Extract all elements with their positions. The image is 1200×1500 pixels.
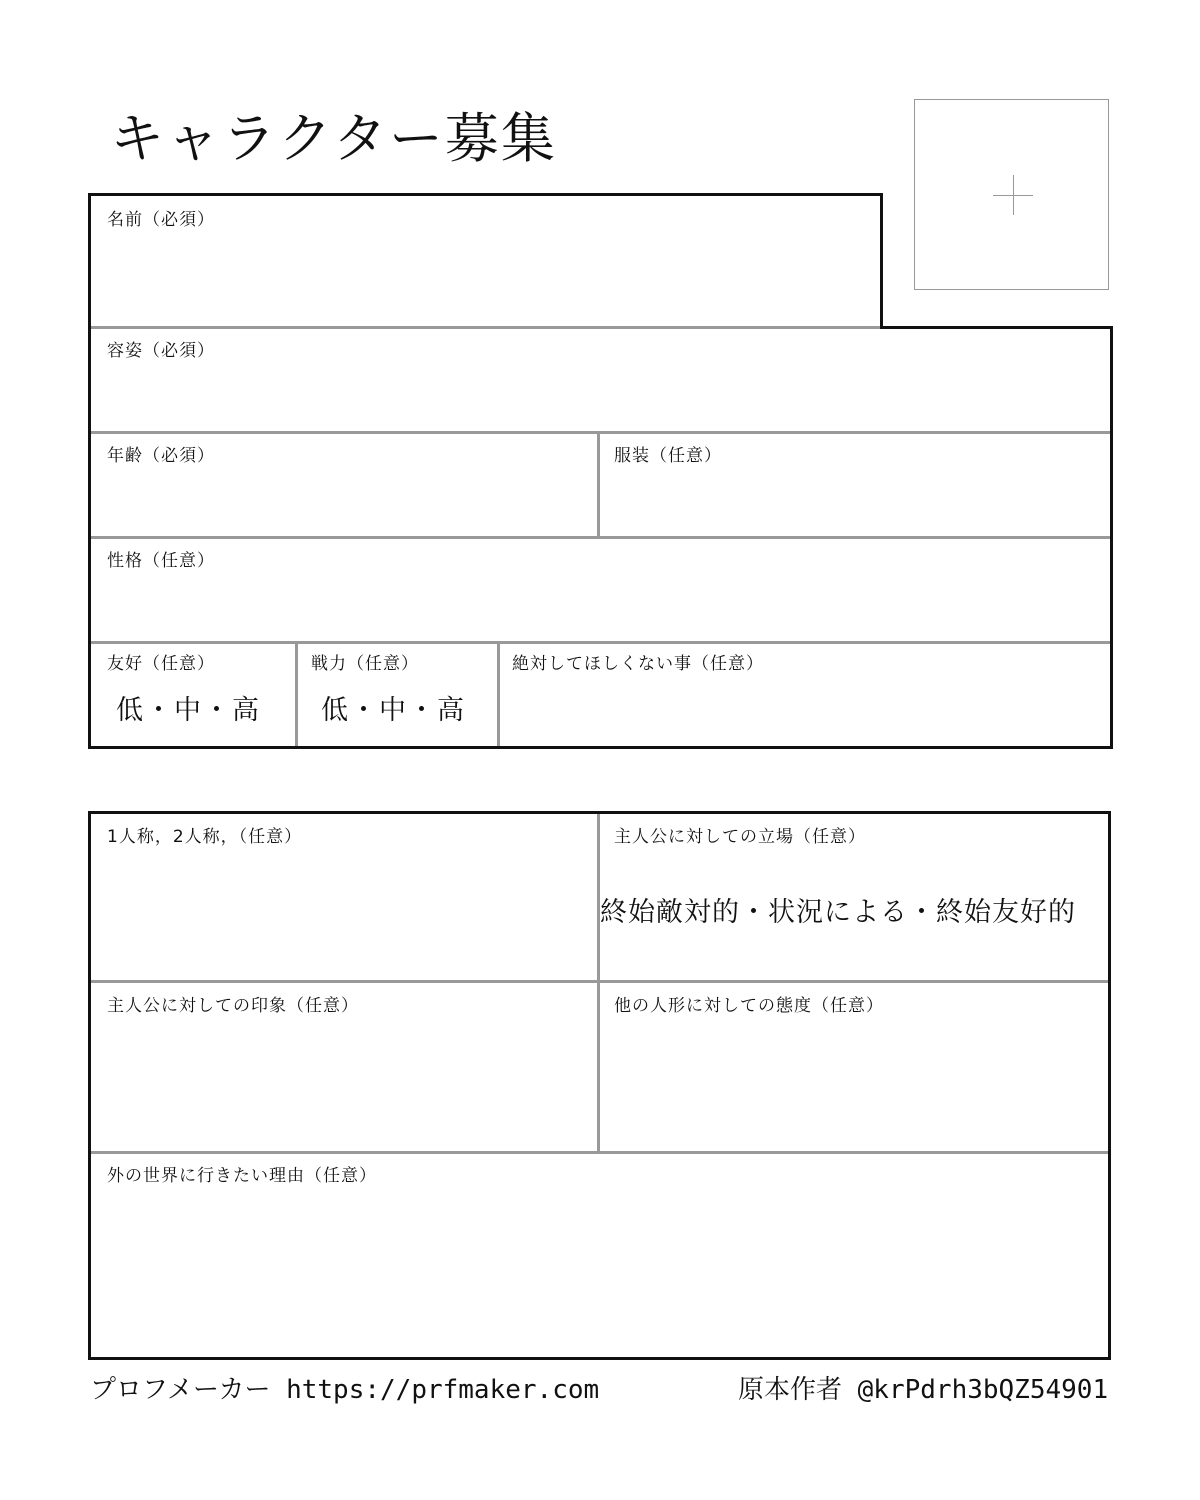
personality-field[interactable]: 性格（任意） <box>107 551 215 571</box>
photo-upload-box[interactable] <box>914 99 1109 290</box>
ng-field[interactable]: 絶対してほしくない事（任意） <box>512 654 764 674</box>
friendliness-choices[interactable]: 低・中・高 <box>116 695 261 726</box>
clothing-field[interactable]: 服装（任意） <box>614 446 722 466</box>
impression-field[interactable]: 主人公に対しての印象（任意） <box>107 996 359 1016</box>
stance-choices[interactable]: 終始敵対的・状況による・終始友好的 <box>600 897 1076 928</box>
name-field[interactable]: 名前（必須） <box>107 210 215 230</box>
friendliness-field[interactable]: 友好（任意） <box>107 654 215 674</box>
appearance-field[interactable]: 容姿（必須） <box>107 341 215 361</box>
combat-field[interactable]: 戦力（任意） <box>311 654 419 674</box>
page-title: キャラクター募集 <box>110 107 557 170</box>
stance-field[interactable]: 主人公に対しての立場（任意） <box>614 827 866 847</box>
attitude-field[interactable]: 他の人形に対しての態度（任意） <box>614 996 884 1016</box>
plus-icon-vertical <box>1013 175 1014 215</box>
footer-author: 原本作者 @krPdrh3bQZ54901 <box>738 1375 1109 1405</box>
footer-maker[interactable]: プロフメーカー https://prfmaker.com <box>90 1375 600 1405</box>
combat-choices[interactable]: 低・中・高 <box>321 695 466 726</box>
age-field[interactable]: 年齢（必須） <box>107 446 215 466</box>
pronouns-field[interactable]: 1人称，2人称，（任意） <box>107 827 303 847</box>
reason-field[interactable]: 外の世界に行きたい理由（任意） <box>107 1166 377 1186</box>
